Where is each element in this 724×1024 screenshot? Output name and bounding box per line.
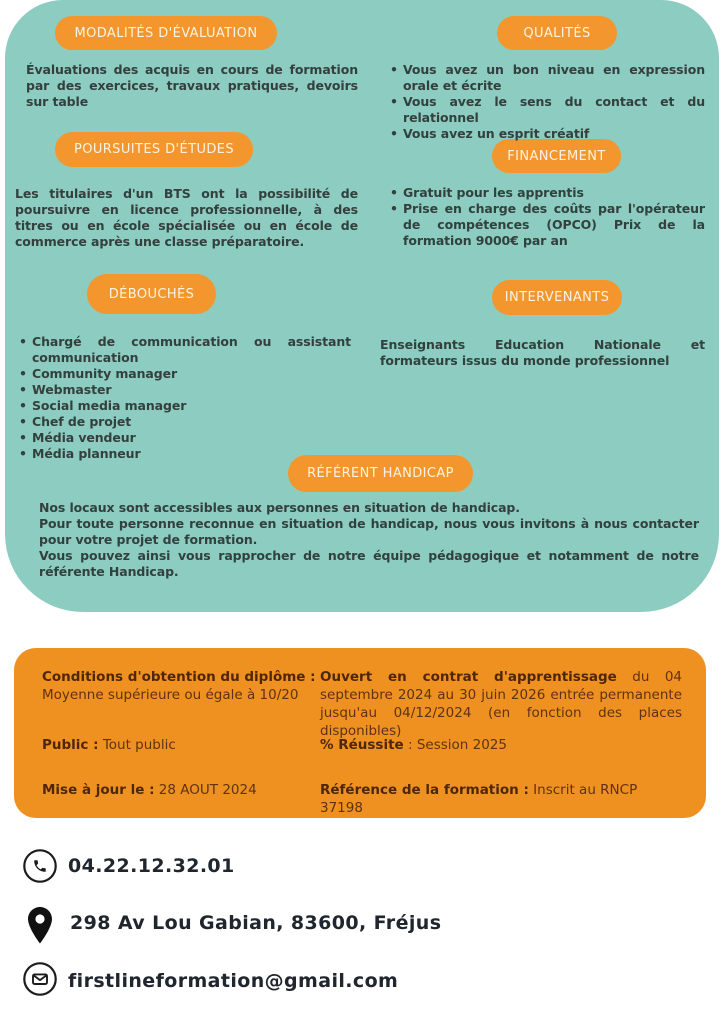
location-pin-icon: [27, 906, 53, 950]
updated-date-label: Mise à jour le :: [42, 782, 155, 798]
list-item: • Prise en charge des coûts par l'opérateur de compétences (OPCO) Prix de la formation 9000€ par an: [403, 201, 705, 249]
section-title-referent-handicap-label: RÉFÉRENT HANDICAP: [307, 466, 454, 481]
training-reference-value: Inscrit au RNCP 37198: [320, 782, 638, 816]
updated-date-info: [42, 781, 334, 799]
debouches-list: [19, 334, 351, 462]
teal-panel: [5, 0, 719, 612]
list-item: • Chargé de communication ou assistant communication: [32, 334, 351, 366]
training-reference-info: [320, 781, 682, 817]
list-item: • Vous avez le sens du contact et du relationnel: [403, 94, 705, 126]
public-label: Public :: [42, 737, 99, 753]
section-title-intervenants-label: INTERVENANTS: [504, 290, 610, 305]
public-value: Tout public: [98, 737, 176, 753]
section-title-poursuites-label: POURSUITES D'ÉTUDES: [73, 142, 235, 157]
phone-number: 04.22.12.32.01: [68, 855, 235, 877]
section-title-modalites-label: MODALITÉS D'ÉVALUATION: [74, 25, 258, 41]
email-address: firstlineformation@gmail.com: [68, 970, 399, 992]
list-item: • Social media manager: [32, 398, 351, 414]
diploma-conditions-label: Conditions d'obtention du diplôme :: [42, 669, 316, 685]
section-title-debouches: [87, 274, 216, 314]
info-box: [14, 648, 706, 818]
poursuites-body: Les titulaires d'un BTS ont la possibilité de poursuivre en licence professionnelle, à des titres ou en école spécialisée ou en école de commerce après une classe préparatoire.: [15, 186, 358, 249]
section-title-debouches-label: DÉBOUCHÉS: [108, 286, 195, 302]
section-title-financement-label: FINANCEMENT: [507, 148, 606, 164]
list-item: • Chef de projet: [32, 414, 351, 430]
handicap-line: Vous pouvez ainsi vous rapprocher de notre équipe pédagogique et notamment de notre référente Handicap.: [39, 548, 699, 579]
section-title-intervenants: [492, 280, 622, 315]
section-title-qualites-label: QUALITÉS: [523, 25, 591, 41]
training-reference-label: Référence de la formation :: [320, 782, 529, 798]
updated-date-value: 28 AOUT 2024: [154, 782, 257, 798]
apprenticeship-info: [320, 668, 682, 740]
intervenants-body: Enseignants Education Nationale et formateurs issus du monde professionnel: [380, 337, 705, 368]
list-item: • Webmaster: [32, 382, 351, 398]
diploma-conditions: [42, 668, 334, 704]
list-item: • Gratuit pour les apprentis: [403, 185, 705, 201]
apprenticeship-value: du 04 septembre 2024 au 30 juin 2026 entrée permanente jusqu'au 04/12/2024 (en fonction des places disponibles): [320, 669, 682, 739]
address: 298 Av Lou Gabian, 83600, Fréjus: [70, 912, 442, 934]
handicap-line: Nos locaux sont accessibles aux personnes en situation de handicap.: [39, 500, 520, 515]
modalites-body: Évaluations des acquis en cours de formation par des exercices, travaux pratiques, devoirs sur table: [26, 62, 358, 109]
list-item: • Média vendeur: [32, 430, 351, 446]
success-rate-label: % Réussite: [320, 737, 404, 753]
list-item: • Média planneur: [32, 446, 351, 462]
success-rate-value: : Session 2025: [403, 737, 507, 753]
list-item: • Vous avez un bon niveau en expression orale et écrite: [403, 62, 705, 94]
diploma-conditions-value: Moyenne supérieure ou égale à 10/20: [42, 687, 299, 703]
section-title-modalites: [55, 16, 277, 50]
list-item: • Vous avez un esprit créatif: [403, 126, 705, 142]
success-rate-info: [320, 736, 682, 754]
public-info: [42, 736, 334, 754]
financement-list: [390, 185, 705, 249]
list-item: • Community manager: [32, 366, 351, 382]
section-title-qualites: [497, 16, 617, 50]
apprenticeship-label: Ouvert en contrat d'apprentissage: [320, 669, 617, 685]
handicap-paragraph: [39, 500, 699, 580]
section-title-poursuites: [55, 132, 253, 167]
phone-icon: [23, 849, 57, 887]
qualites-list: [390, 62, 705, 142]
section-title-financement: [492, 139, 621, 173]
handicap-line: Pour toute personne reconnue en situation de handicap, nous vous invitons à nous contacter pour votre projet de formation.: [39, 516, 699, 547]
email-icon: [23, 962, 57, 1000]
